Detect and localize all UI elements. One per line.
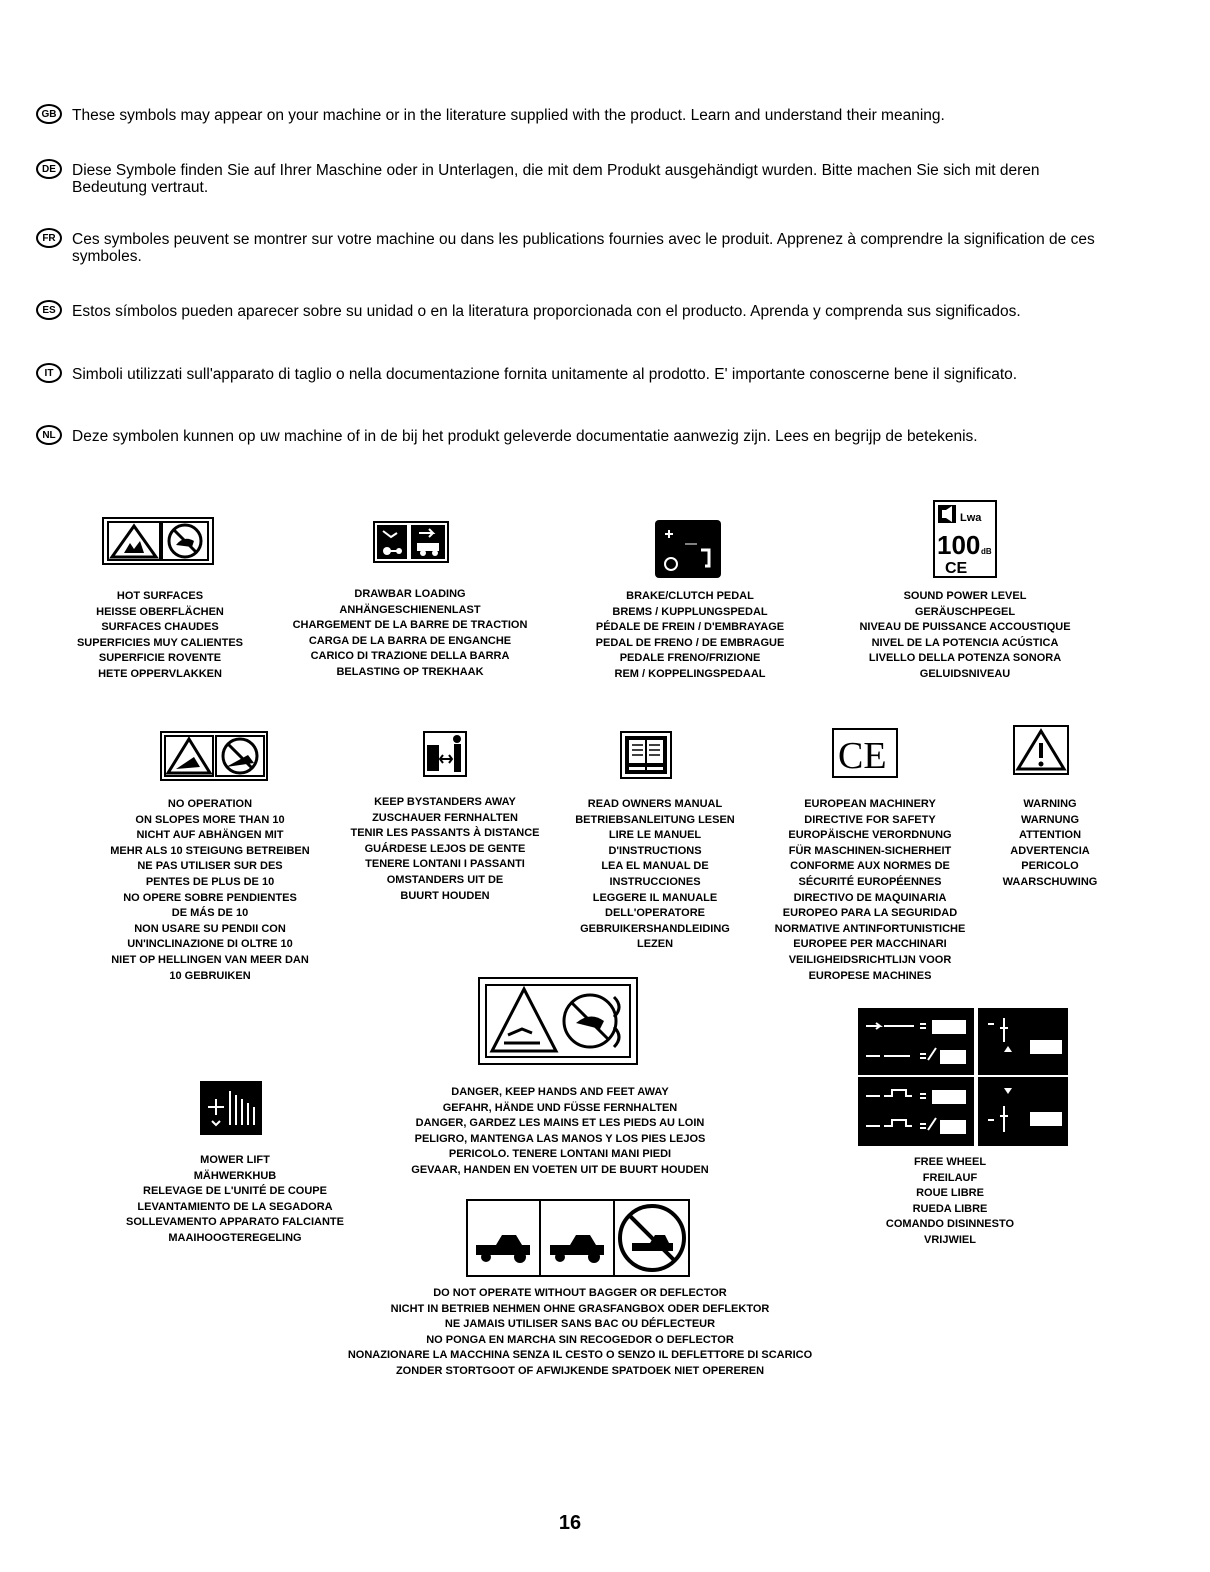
- caption-line: NE JAMAIS UTILISER SANS BAC OU DÉFLECTEUR: [444, 1318, 716, 1331]
- caption-danger-hands-feet: [380, 1085, 740, 1179]
- caption-line: EUROPÄISCHE VERORDNUNG: [788, 829, 952, 842]
- caption-line: PÉDALE DE FREIN / D'EMBRAYAGE: [595, 621, 785, 634]
- caption-line: LEVANTAMIENTO DE LA SEGADORA: [137, 1200, 333, 1213]
- hot-surfaces-icon: [102, 517, 214, 565]
- caption-line: GEFAHR, HÄNDE UND FÜSSE FERNHALTEN: [442, 1101, 678, 1114]
- caption-line: PERICOLO. TENERE LONTANI MANI PIEDI: [448, 1148, 672, 1161]
- sound-unit: dB: [981, 547, 992, 556]
- caption-free-wheel: [850, 1155, 1050, 1249]
- caption-line: PELIGRO, MANTENGA LAS MANOS Y LOS PIES LEJOS: [414, 1132, 706, 1145]
- caption-line: ANHÄNGESCHIENENLAST: [339, 603, 481, 616]
- caption-line: HOT SURFACES: [116, 590, 204, 602]
- caption-line: TENERE LONTANI I PASSANTI: [365, 858, 525, 871]
- caption-line: DIRECTIVE FOR SAFETY: [804, 813, 936, 826]
- caption-line: NO PONGA EN MARCHA SIN RECOGEDOR O DEFLECTOR: [426, 1333, 734, 1346]
- caption-line: BREMS / KUPPLUNGSPEDAL: [612, 605, 768, 618]
- caption-line: DIRECTIVO DE MAQUINARIA: [793, 891, 947, 904]
- caption-line: CARICO DI TRAZIONE DELLA BARRA: [310, 650, 510, 663]
- intro-text-gb: These symbols may appear on your machine or in the literature supplied with the product. Learn and understand their meaning.: [72, 107, 945, 124]
- caption-line: GUÁRDESE LEJOS DE GENTE: [364, 842, 526, 855]
- caption-line: READ OWNERS MANUAL: [587, 798, 723, 810]
- caption-line: EUROPEE PER MACCHINARI: [793, 938, 947, 951]
- mower-lift-icon: [200, 1081, 262, 1135]
- caption-mower-lift: [100, 1153, 370, 1247]
- caption-line: CARGA DE LA BARRA DE ENGANCHE: [308, 634, 512, 647]
- caption-european-machinery: [750, 797, 990, 984]
- caption-line: CHARGEMENT DE LA BARRE DE TRACTION: [292, 619, 528, 632]
- caption-line: DRAWBAR LOADING: [354, 588, 466, 600]
- caption-line: INSTRUCCIONES: [609, 875, 701, 888]
- caption-line: VEILIGHEIDSRICHTLIJN VOOR: [788, 953, 952, 966]
- caption-line: NO OPERATION: [167, 798, 253, 810]
- sound-lwa-label: Lwa: [960, 512, 982, 524]
- caption-line: D'INSTRUCTIONS: [608, 844, 702, 857]
- caption-bystanders: [325, 795, 565, 904]
- language-badge-nl: NL: [36, 425, 62, 445]
- caption-line: DELL'OPERATORE: [605, 907, 705, 920]
- caption-read-manual: [545, 797, 765, 953]
- warning-icon: [1013, 725, 1069, 775]
- caption-line: BUURT HOUDEN: [400, 889, 490, 902]
- caption-line: ADVERTENCIA: [1010, 844, 1090, 857]
- caption-line: FREE WHEEL: [913, 1156, 987, 1168]
- intro-gb: [36, 107, 1116, 124]
- caption-line: DANGER, GARDEZ LES MAINS ET LES PIEDS AU LOIN: [415, 1117, 705, 1130]
- caption-line: GEBRUIKERSHANDLEIDING: [580, 922, 730, 935]
- caption-line: NON USARE SU PENDII CON: [134, 922, 286, 935]
- caption-warning: [975, 797, 1125, 891]
- caption-line: NICHT IN BETRIEB NEHMEN OHNE GRASFANGBOX ODER DEFLEKTOR: [390, 1302, 770, 1315]
- no-slope-operation-icon: [160, 731, 268, 781]
- caption-line: MÄHWERKHUB: [193, 1169, 277, 1182]
- caption-line: OMSTANDERS UIT DE: [386, 873, 504, 886]
- caption-line: SOLLEVAMENTO APPARATO FALCIANTE: [126, 1216, 344, 1229]
- caption-line: HEISSE OBERFLÄCHEN: [96, 605, 224, 618]
- caption-line: ON SLOPES MORE THAN 10: [135, 813, 285, 826]
- caption-line: FÜR MASCHINEN-SICHERHEIT: [788, 844, 952, 857]
- caption-line: LIVELLO DELLA POTENZA SONORA: [868, 652, 1062, 665]
- caption-line: EUROPESE MACHINES: [808, 969, 932, 982]
- caption-line: PEDALE FRENO/FRIZIONE: [619, 652, 761, 665]
- caption-line: EUROPEAN MACHINERY: [804, 798, 936, 810]
- caption-line: MOWER LIFT: [200, 1154, 270, 1166]
- caption-line: DE MÁS DE 10: [171, 907, 249, 920]
- caption-line: NICHT AUF ABHÄNGEN MIT: [136, 829, 284, 842]
- caption-line: TENIR LES PASSANTS À DISTANCE: [350, 827, 540, 840]
- language-badge-de: DE: [36, 159, 62, 179]
- language-badge-fr: FR: [36, 228, 62, 248]
- caption-drawbar-loading: [270, 587, 550, 681]
- caption-line: ATTENTION: [1018, 829, 1082, 842]
- caption-line: BRAKE/CLUTCH PEDAL: [626, 590, 754, 602]
- caption-line: NE PAS UTILISER SUR DES: [137, 860, 283, 873]
- intro-it: [36, 366, 1116, 383]
- caption-line: LEZEN: [636, 938, 674, 951]
- caption-line: MAAIHOOGTEREGELING: [168, 1231, 302, 1244]
- intro-text-fr: Ces symboles peuvent se montrer sur votre machine ou dans les publications fournies avec le produit. Apprenez à comprendre la signification de ces symboles.: [72, 231, 1095, 265]
- caption-line: PERICOLO: [1021, 860, 1079, 873]
- caption-line: GERÄUSCHPEGEL: [914, 605, 1016, 618]
- caption-line: BELASTING OP TREKHAAK: [336, 665, 484, 678]
- sound-power-level-icon: [933, 500, 997, 578]
- caption-line: COMANDO DISINNESTO: [885, 1218, 1015, 1231]
- caption-line: 10 GEBRUIKEN: [169, 969, 251, 982]
- caption-line: NONAZIONARE LA MACCHINA SENZA IL CESTO O SENZO IL DEFLETTORE DI SCARICO: [347, 1349, 813, 1362]
- free-wheel-icon: [858, 1008, 1068, 1146]
- caption-line: GELUIDSNIVEAU: [919, 667, 1011, 680]
- caption-line: RELEVAGE DE L'UNITÉ DE COUPE: [143, 1185, 327, 1198]
- no-operate-without-bagger-icon: [466, 1199, 690, 1277]
- caption-bagger-deflector: [280, 1286, 880, 1380]
- caption-line: NIVEAU DE PUISSANCE ACCOUSTIQUE: [859, 621, 1071, 634]
- caption-line: HETE OPPERVLAKKEN: [98, 667, 222, 680]
- intro-text-nl: Deze symbolen kunnen op uw machine of in de bij het produkt geleverde documentatie aanwezig zijn. Lees en begrijp de betekenis.: [72, 428, 978, 445]
- intro-es: [36, 303, 1116, 320]
- intro-text-de: Diese Symbole finden Sie auf Ihrer Maschine oder in Unterlagen, die mit dem Produkt ausgehändigt wurden. Bitte machen Sie sich mit deren Bedeutung vertraut.: [72, 162, 1040, 196]
- caption-line: NIVEL DE LA POTENCIA ACÚSTICA: [871, 636, 1059, 649]
- ce-mark-text: CE: [838, 735, 887, 777]
- caption-line: ZUSCHAUER FERNHALTEN: [372, 811, 518, 824]
- caption-line: WARNING: [1023, 798, 1077, 810]
- language-badge-gb: GB: [36, 104, 62, 124]
- caption-line: WARNUNG: [1020, 813, 1080, 826]
- caption-line: UN'INCLINAZIONE DI OLTRE 10: [127, 938, 293, 951]
- sound-value: 100: [937, 530, 981, 560]
- caption-line: SOUND POWER LEVEL: [903, 590, 1027, 602]
- read-manual-icon: [620, 731, 672, 779]
- caption-no-slopes: [80, 797, 340, 984]
- caption-line: CONFORME AUX NORMES DE: [790, 860, 950, 873]
- caption-hot-surfaces: [40, 589, 280, 683]
- caption-line: ZONDER STORTGOOT OF AFWIJKENDE SPATDOEK NIET OPEREREN: [395, 1364, 765, 1377]
- caption-line: EUROPEO PARA LA SEGURIDAD: [782, 907, 958, 920]
- intro-fr: [36, 231, 1116, 265]
- language-badge-it: IT: [36, 363, 62, 383]
- danger-hands-feet-icon: [478, 977, 638, 1065]
- sound-ce: CE: [945, 560, 968, 577]
- caption-line: DANGER, KEEP HANDS AND FEET AWAY: [451, 1086, 669, 1098]
- caption-line: FREILAUF: [922, 1171, 978, 1184]
- caption-line: SUPERFICIES MUY CALIENTES: [76, 636, 244, 649]
- caption-line: PEDAL DE FRENO / DE EMBRAGUE: [595, 636, 785, 649]
- caption-line: BETRIEBSANLEITUNG LESEN: [575, 813, 735, 826]
- caption-line: VRIJWIEL: [924, 1233, 976, 1246]
- caption-line: LEGGERE IL MANUALE: [592, 891, 718, 904]
- caption-line: PENTES DE PLUS DE 10: [145, 875, 275, 888]
- caption-line: WAARSCHUWING: [1002, 875, 1098, 888]
- caption-line: RUEDA LIBRE: [912, 1202, 988, 1215]
- intro-text-es: Estos símbolos pueden aparecer sobre su unidad o en la literatura proporcionada con el producto. Aprenda y comprenda sus significados.: [72, 303, 1021, 320]
- keep-bystanders-away-icon: [423, 731, 467, 777]
- brake-clutch-pedal-icon: [655, 520, 721, 578]
- language-badge-es: ES: [36, 300, 62, 320]
- intro-nl: [36, 428, 1116, 445]
- caption-brake-clutch: [560, 589, 820, 683]
- caption-line: NORMATIVE ANTINFORTUNISTICHE: [774, 922, 966, 935]
- drawbar-loading-icon: [373, 521, 449, 563]
- caption-line: GEVAAR, HANDEN EN VOETEN UIT DE BUURT HOUDEN: [411, 1163, 709, 1176]
- intro-text-it: Simboli utilizzati sull'apparato di taglio o nella documentazione fornita unitamente al prodotto. E' importante conoscerne bene il significato.: [72, 366, 1018, 383]
- caption-line: NO OPERE SOBRE PENDIENTES: [123, 891, 297, 904]
- caption-line: KEEP BYSTANDERS AWAY: [374, 796, 516, 808]
- caption-line: MEHR ALS 10 STEIGUNG BETREIBEN: [110, 844, 310, 857]
- intro-de: [36, 162, 1116, 196]
- caption-line: NIET OP HELLINGEN VAN MEER DAN: [111, 953, 309, 966]
- caption-line: SUPERFICIE ROVENTE: [98, 652, 222, 665]
- page-number: 16: [558, 1512, 582, 1534]
- caption-sound-power: [830, 589, 1100, 683]
- caption-line: ROUE LIBRE: [916, 1187, 984, 1200]
- caption-line: REM / KOPPELINGSPEDAAL: [614, 667, 766, 680]
- caption-line: LIRE LE MANUEL: [608, 829, 702, 842]
- caption-line: SÉCURITÉ EUROPÉENNES: [798, 875, 942, 888]
- caption-line: SURFACES CHAUDES: [101, 621, 219, 634]
- ce-mark-icon: [832, 728, 898, 778]
- caption-line: DO NOT OPERATE WITHOUT BAGGER OR DEFLECTOR: [433, 1287, 727, 1299]
- caption-line: LEA EL MANUAL DE: [601, 860, 709, 873]
